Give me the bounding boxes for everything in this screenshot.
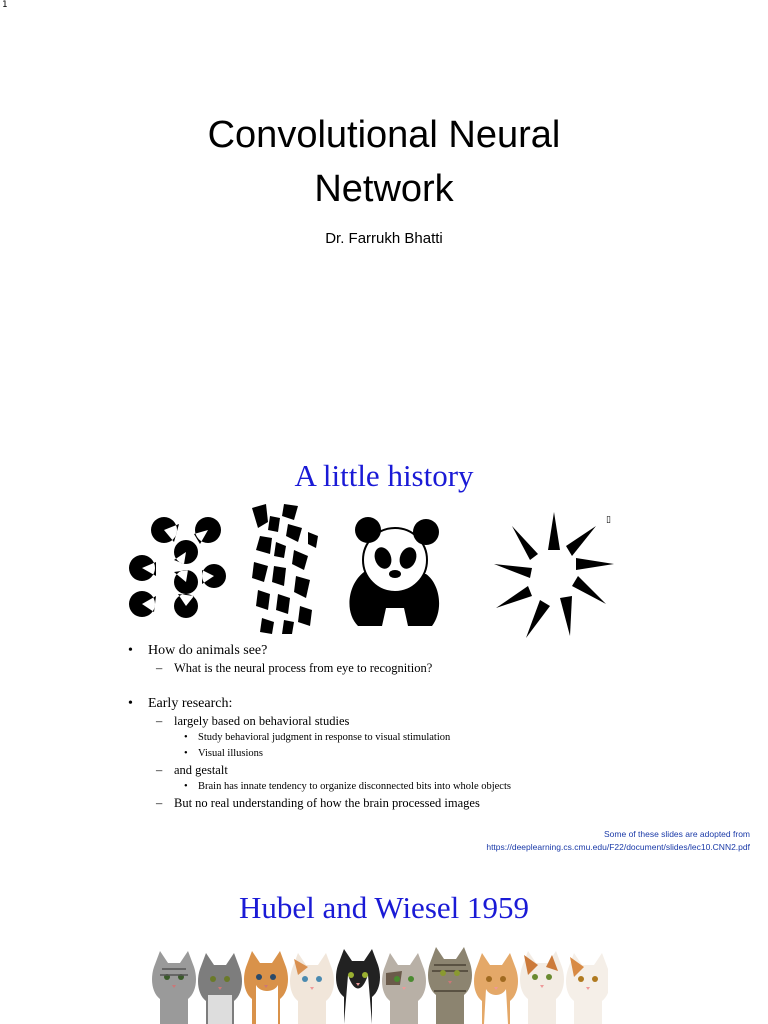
kitten-1: [152, 951, 196, 1024]
illusory-star-icon: [492, 512, 616, 640]
svg-text:▯: ▯: [606, 515, 611, 525]
kitten-3: [244, 951, 288, 1024]
bullet-early-research: • Early research:: [126, 695, 746, 713]
history-bullet-list: [126, 642, 746, 812]
sub-bullet-gestalt: – and gestalt: [126, 762, 746, 779]
source-line-1: Some of these slides are adopted from: [604, 829, 750, 839]
sub-sub-bullet-behavioral-judgment: • Study behavioral judgment in response to visual stimulation: [126, 730, 746, 746]
kanizsa-figure-icon: [124, 516, 228, 620]
source-attribution: [486, 828, 750, 854]
kitten-4: [290, 953, 334, 1024]
kitten-5: [336, 949, 380, 1024]
kitten-6: [382, 953, 426, 1024]
panda-icon: [340, 512, 450, 628]
page-number: 1: [2, 0, 8, 10]
kitten-9: [520, 951, 564, 1024]
kitten-8: [474, 953, 518, 1024]
title-line-1: Convolutional Neural: [207, 114, 561, 156]
dalmatian-dog-icon: [246, 502, 322, 636]
hubel-wiesel-title: Hubel and Wiesel 1959: [238, 890, 530, 925]
author-name: Dr. Farrukh Bhatti: [325, 230, 443, 247]
slide-title: [0, 108, 768, 216]
kittens-row-image: [148, 945, 608, 1024]
title-line-2: Network: [314, 168, 454, 210]
bullet-how-animals-see: • How do animals see?: [126, 642, 746, 660]
kitten-2: [198, 953, 242, 1024]
history-title: A little history: [294, 458, 474, 493]
sub-bullet-neural-process: – What is the neural process from eye to recognition?: [126, 660, 746, 677]
kitten-7: [428, 947, 472, 1024]
sub-bullet-no-real-understanding: – But no real understanding of how the brain processed images: [126, 795, 746, 812]
sub-bullet-behavioral-studies: – largely based on behavioral studies: [126, 713, 746, 730]
sub-sub-bullet-innate-tendency: • Brain has innate tendency to organize disconnected bits into whole objects: [126, 779, 746, 795]
kitten-10: [566, 953, 608, 1024]
source-link[interactable]: https://deeplearning.cs.cmu.edu/F22/document/slides/lec10.CNN2.pdf: [486, 842, 750, 852]
sub-sub-bullet-visual-illusions: • Visual illusions: [126, 746, 746, 762]
